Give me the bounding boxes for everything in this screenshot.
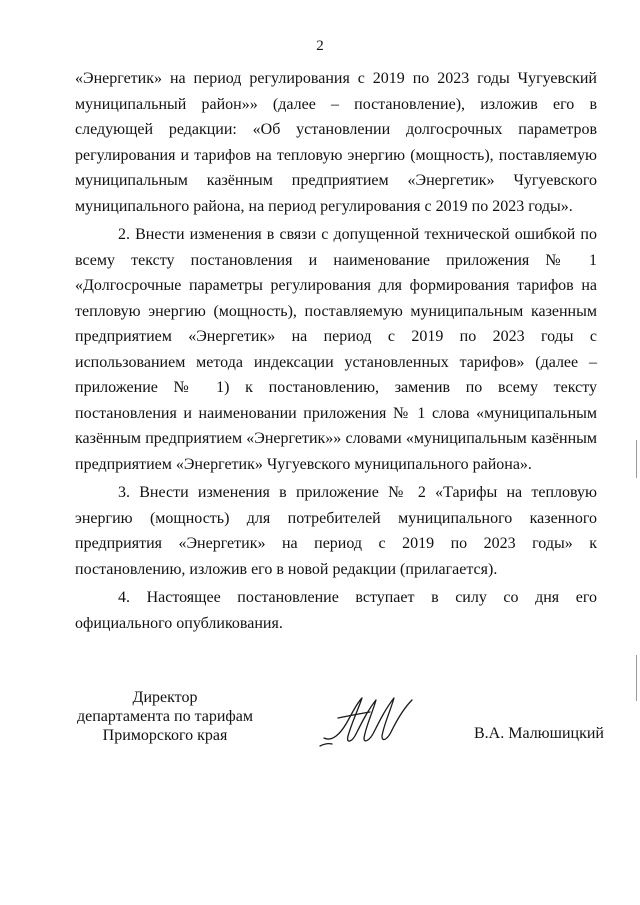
document-body xyxy=(75,66,597,639)
signatory-position-line: департамента по тарифам xyxy=(76,708,254,725)
scan-edge-mark xyxy=(636,440,637,478)
scan-edge-mark xyxy=(636,655,637,701)
signatory-position xyxy=(60,688,270,745)
paragraph-item-2: 2. Внести изменения в связи с допущенной технической ошибкой по всему тексту постановления и наименование приложения № 1 «Долгосрочные параметры регулирования для формирования тарифов на тепловую энергию (мощность), поставляемую муниципальным казенным предприятием «Энергетик» на период с 2019 по 2023 годы с использованием метода индексации установленных тарифов» (далее – приложение № 1) к постановлению, заменив по всему тексту постановления и наименовании приложения № 1 слова «муниципальным казённым предприятием «Энергетик»» словами «муниципальным казённым предприятием «Энергетик» Чугуевского муниципального района». xyxy=(75,226,597,473)
paragraph-continuation: «Энергетик» на период регулирования с 2019 по 2023 годы Чугуевский муниципальный район»» (далее – постановление), изложив его в следующей редакции: «Об установлении долгосрочных параметров регулирования и тарифов на тепловую энергию (мощность), поставляемую муниципальным казённым предприятием «Энергетик» Чугуевского муниципального района, на период регулирования с 2019 по 2023 годы». xyxy=(75,70,597,215)
paragraph-item-3: 3. Внести изменения в приложение № 2 «Тарифы на тепловую энергию (мощность) для потребителей муниципального казенного предприятия «Энергетик» на период с 2019 по 2023 годы» к постановлению, изложив его в новой редакции (прилагается). xyxy=(75,484,597,578)
page-number: 2 xyxy=(316,38,324,54)
handwritten-signature xyxy=(318,688,418,752)
signatory-position-line: Директор xyxy=(132,689,198,706)
signatory-position-line: Приморского края xyxy=(102,727,228,744)
paragraph-item-4: 4. Настоящее постановление вступает в силу со дня его официального опубликования. xyxy=(75,589,597,632)
signatory-name: В.А. Малюшицкий xyxy=(474,725,604,742)
